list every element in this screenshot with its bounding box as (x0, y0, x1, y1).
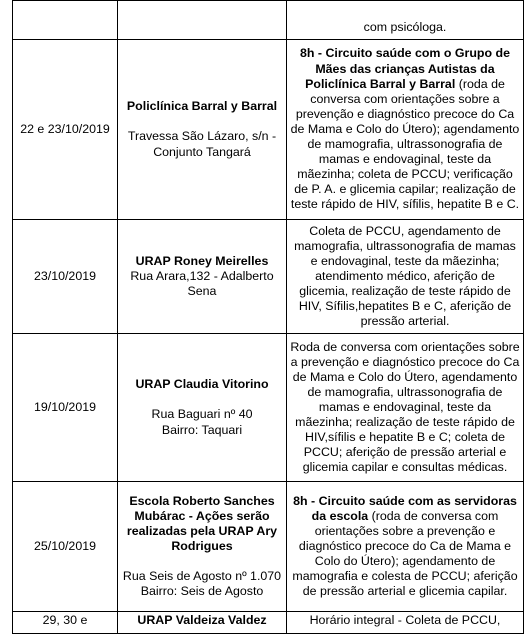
location-cell (118, 40, 287, 220)
table-row (13, 334, 524, 482)
location-cell (118, 612, 287, 634)
activity-cell (287, 1, 524, 40)
table-row (13, 482, 524, 612)
date-cell (13, 1, 118, 40)
activity-lead: 8h - Circuito saúde com o Grupo de Mães das crianças Autistas da Policlínica Barral y Barral (300, 46, 510, 91)
activity-text: (roda de conversa com orientações sobre a prevenção e diagnóstico precoce do Ca de Mama e Colo do Útero); agendamento de mamografia e colesta de PCCU; aferição de pressão arterial e glicemia capilar. (292, 508, 518, 599)
location-address: Rua Arara,132 - Adalberto Sena (130, 268, 274, 299)
activity-cell (287, 482, 524, 612)
location-cell (118, 334, 287, 482)
location-cell (118, 220, 287, 334)
location-name: URAP Valdeiza Valdez (137, 613, 267, 627)
activity-cell (287, 40, 524, 220)
activity-text: Horário integral - Coleta de PCCU, (309, 613, 501, 627)
location-cell (118, 1, 287, 40)
table-row (13, 612, 524, 634)
location-address: Rua Baguari nº 40 Bairro: Taquari (151, 407, 253, 437)
activity-cell (287, 220, 524, 334)
activity-text: Coleta de PCCU, agendamento de mamografia, ultrassonografia de mamas e endovaginal, teste da mãezinha; atendimento médico, aferição de glicemia, realização de teste rápido de HIV, Sífilis,hepatites B e C, aferição de pressão arterial. (294, 223, 516, 329)
activity-text: Roda de conversa com orientações sobre a prevenção e diagnóstico precoce do Ca de Mama e Colo do Útero, agendamento de mamografia, ultrassonografia de mamas e endovaginal, teste da mãezinha; realização de teste rápido de HIV,sífilis e hepatite B e C; coleta de PCCU; aferição de pressão arterial e glicemia capilar e consultas médicas. (290, 339, 520, 475)
activity-text: com psicóloga. (363, 19, 447, 34)
location-address: Rua Seis de Agosto nº 1.070 Bairro: Seis de Agosto (122, 569, 282, 599)
location-name: Policlínica Barral y Barral (126, 99, 278, 114)
table-row (13, 40, 524, 220)
location-cell (118, 482, 287, 612)
date-cell: 25/10/2019 (13, 482, 118, 612)
location-name: URAP Claudia Vitorino (135, 377, 269, 392)
location-address: Travessa São Lázaro, s/n - Conjunto Tangará (127, 129, 277, 159)
activity-cell (287, 612, 524, 634)
activity-text: (roda de conversa com orientações sobre a prevenção e diagnóstico precoce do Ca de Mama e Colo do Útero); agendamento de mamografia, ultrassonografia de mamas e endovaginal, teste da mãezinha; coleta de PCCU; verificação de P. A. e glicemia capilar; realização de teste rápido de HIV, sífilis, hepatite B e C. (290, 76, 520, 212)
date-cell: 19/10/2019 (13, 334, 118, 482)
location-name: URAP Roney Meirelles (135, 253, 269, 268)
table-row (13, 1, 524, 40)
activity-cell (287, 334, 524, 482)
table-row (13, 220, 524, 334)
location-name: Escola Roberto Sanches Mubárac - Ações serão realizadas pela URAP Ary Rodrigues (126, 493, 278, 553)
date-cell: 23/10/2019 (13, 220, 118, 334)
activity-lead: 8h - Circuito saúde com as servidoras da escola (293, 493, 517, 523)
date-cell: 29, 30 e (13, 612, 118, 634)
schedule-table (12, 0, 524, 634)
date-cell: 22 e 23/10/2019 (13, 40, 118, 220)
